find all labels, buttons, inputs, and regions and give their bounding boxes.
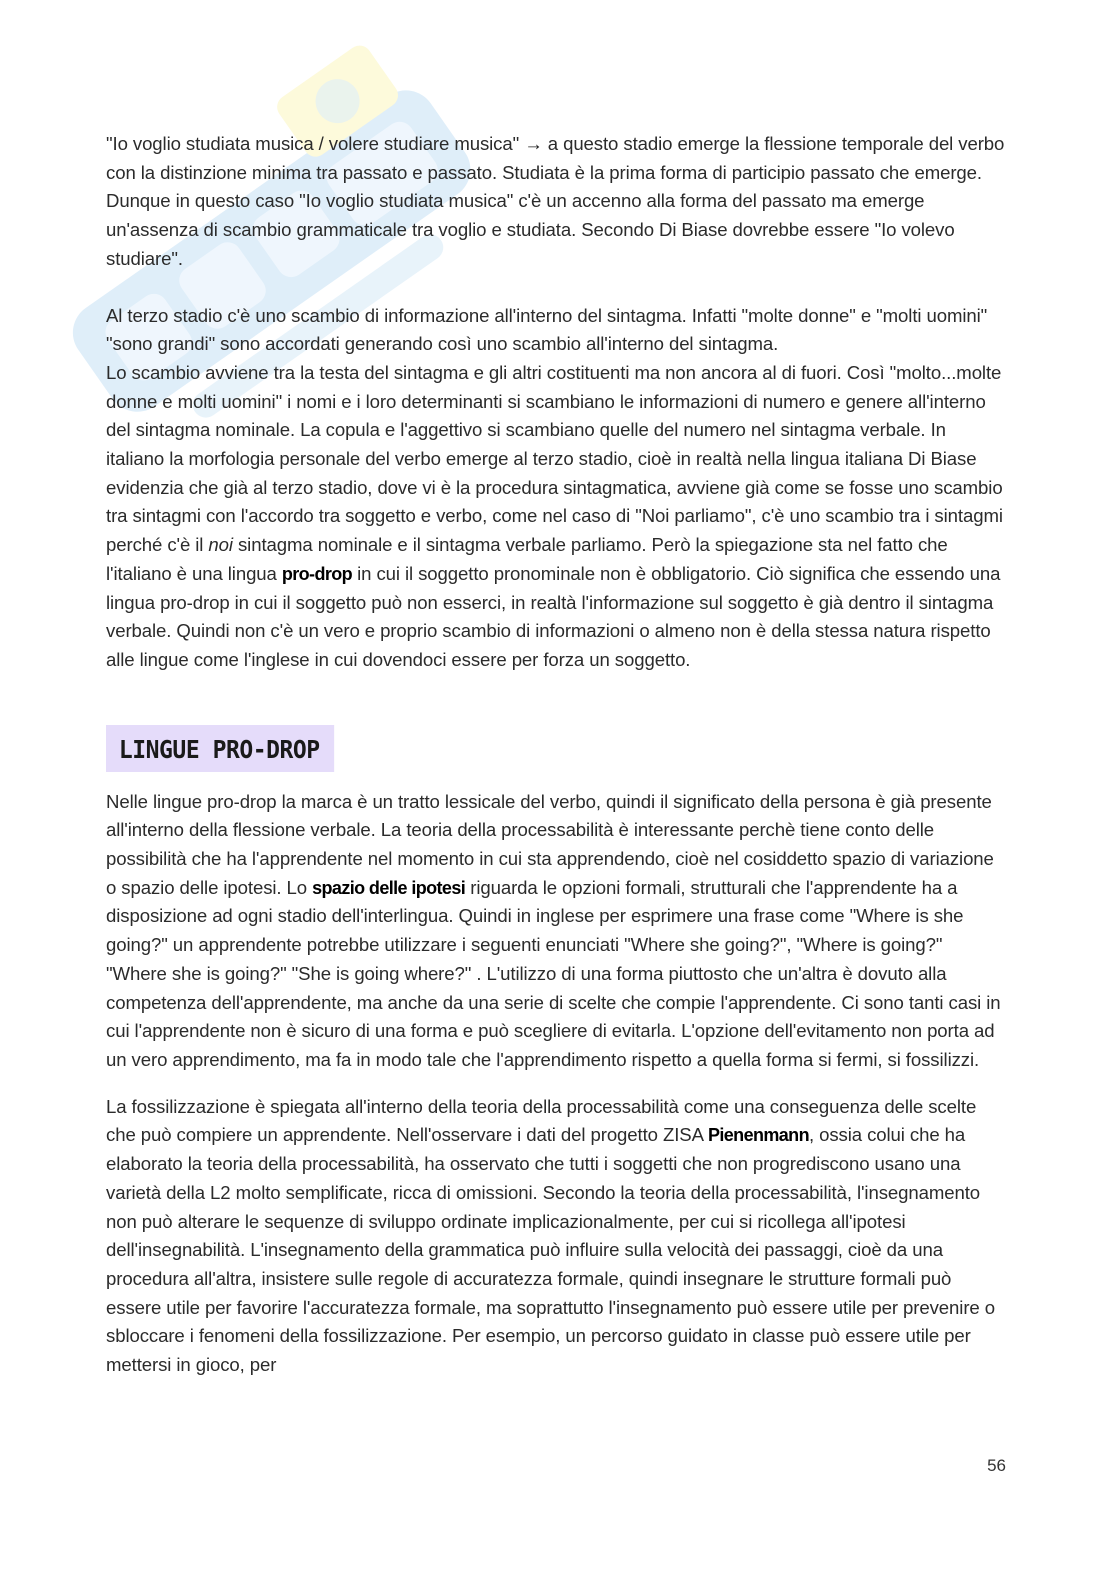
paragraph-1-text: a questo stadio emerge la flessione temporale del verbo con la distinzione minima tra passato e passato. Studiata è la prima forma di participio passato che emerge. Dunque in questo caso "Io voglio studiata musica" c'è un accenno alla forma del passato ma emerge un'assenza di scambio grammaticale tra voglio e studiata. Secondo Di Biase dovrebbe essere "Io volevo studiare". (106, 133, 1005, 269)
paragraph-5-text-a: La fossilizzazione è spiegata all'interno della teoria della processabilità come una conseguenza delle scelte che può compiere un apprendente. Nell'osservare i dati del progetto ZISA (106, 1095, 977, 1146)
page-content (106, 130, 1006, 1380)
paragraph-2: Al terzo stadio c'è uno scambio di informazione all'interno del sintagma. Infatti "molte donne" e "molti uomini" "sono grandi" sono accordati generando così uno scambio all'interno del sintagma. (106, 304, 988, 355)
paragraph-3 (106, 359, 1006, 675)
highlighted-term-pro-drop: pro-drop (281, 563, 353, 584)
paragraph-4 (106, 788, 1006, 1075)
highlighted-term-pienenmann: Pienenmann (707, 1125, 809, 1146)
paragraph-3-text-a: Lo scambio avviene tra la testa del sintagma e gli altri costituenti ma non ancora al di fuori. Così "molto...molte donne e molti uomini" i nomi e i loro determinanti si scambiano le informazioni di numero e genere all'interno del sintagma nominale. La copula e l'aggettivo si scambiano quelle del numero nel sintagma verbale. In italiano la morfologia personale del verbo emerge al terzo stadio, cioè in realtà nella lingua italiana Di Biase evidenzia che già al terzo stadio, dove vi è la procedura sintagmatica, avviene già come se fosse uno scambio tra sintagmi con l'accordo tra soggetto e verbo, come nel caso di "Noi parliamo", c'è uno scambio tra i sintagmi perché c'è il (106, 361, 1003, 556)
paragraph-3-text-c: in cui il soggetto pronominale non è obbligatorio. Ciò significa che essendo una lingua pro-drop in cui il soggetto può non esserci, in realtà l'informazione sul soggetto è già dentro il sintagma verbale. Quindi non c'è un vero e proprio scambio di informazioni o almeno non è della stessa natura rispetto alle lingue come l'inglese in cui dovendoci essere per forza un soggetto. (106, 562, 1001, 670)
paragraph-5 (106, 1093, 1006, 1380)
paragraph-1 (106, 130, 1006, 274)
section-heading: LINGUE PRO-DROP (106, 725, 334, 772)
paragraph-1-quote: "Io voglio studiata musica / volere studiare musica" (106, 133, 520, 154)
paragraph-4-text-a: Nelle lingue pro-drop la marca è un tratto lessicale del verbo, quindi il significato della persona è già presente all'interno della flessione verbale. La teoria della processabilità è interessante perchè tiene conto delle possibilità che ha l'apprendente nel momento in cui sta apprendendo, cioè nel cosiddetto spazio di variazione o spazio delle ipotesi. Lo (106, 790, 994, 898)
paragraph-4-text-b: riguarda le opzioni formali, strutturali che l'apprendente ha a disposizione ad ogni stadio dell'interlingua. Quindi in inglese per esprimere una frase come "Where is she going?" un apprendente potrebbe utilizzare i seguenti enunciati "Where she going?", "Where is going?" "Where she is going?" "She is going where?" . L'utilizzo di una forma piuttosto che un'altra è dovuto alla competenza dell'apprendente, ma anche da una serie di scelte che compie l'apprendente. Ci sono tanti casi in cui l'apprendente non è sicuro di una forma e può scegliere di evitarla. L'opzione dell'evitamento non porta ad un vero apprendimento, ma fa in modo tale che l'apprendimento rispetto a quella forma si fermi, si fossilizzi. (106, 876, 1001, 1070)
page-number: 56 (987, 1456, 1006, 1475)
arrow-right-icon: → (524, 133, 543, 154)
italic-term-noi: noi (208, 534, 233, 556)
paragraph-3-text-b: sintagma nominale e il sintagma verbale parliamo. Però la spiegazione sta nel fatto che l'italiano è una lingua (106, 534, 948, 584)
highlighted-term-spazio-delle-ipotesi: spazio delle ipotesi (312, 877, 466, 898)
section-heading-wrapper (106, 725, 1006, 772)
paragraph-5-text-b: , ossia colui che ha elaborato la teoria della processabilità, ha osservato che tutti i soggetti che non progrediscono usano una varietà della L2 molto semplificate, ricca di omissioni. Secondo la teoria della processabilità, l'insegnamento non può alterare le sequenze di sviluppo ordinate implicazionalmente, per cui si ricollega all'ipotesi dell'insegnabilità. L'insegnamento della grammatica può influire sulla velocità dei passaggi, cioè da una procedura all'altra, insistere sulle regole di accuratezza formale, quindi insegnare le strutture formali può essere utile per favorire l'accuratezza formale, ma soprattutto l'insegnamento può essere utile per prevenire o sbloccare i fenomeni della fossilizzazione. Per esempio, un percorso guidato in classe può essere utile per mettersi in gioco, per (106, 1124, 995, 1376)
